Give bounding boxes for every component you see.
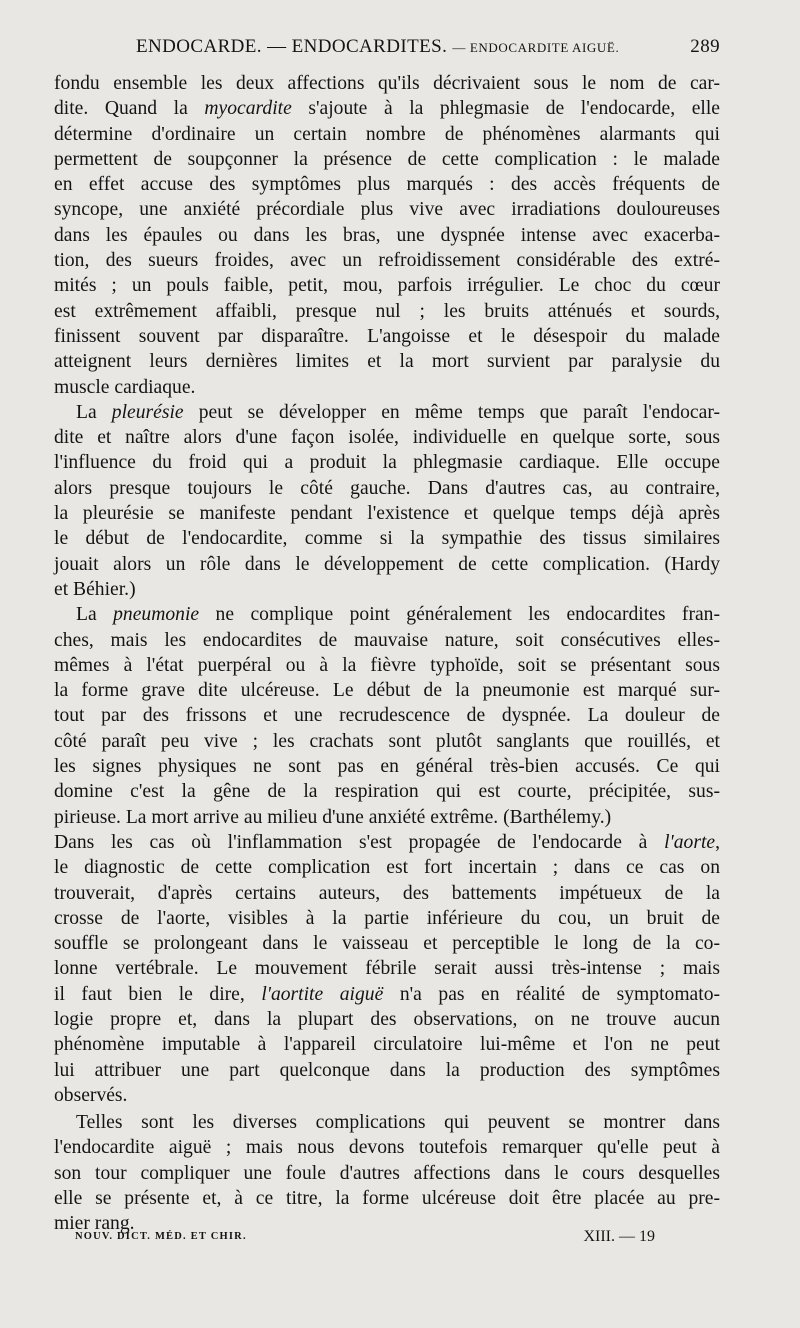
text-line: crosse de l'aorte, visibles à la partie inférieure du cou, un bruit de — [54, 907, 720, 929]
paragraph — [54, 830, 720, 1108]
text-line: syncope, une anxiété précordiale plus vive avec irradiations douloureuses — [54, 199, 720, 221]
page-body — [54, 71, 720, 1237]
page-number: 289 — [690, 36, 720, 57]
footer-volume-sheet: XIII. — 19 — [583, 1228, 655, 1245]
text-line: observés. — [54, 1084, 128, 1106]
text-line: logie propre et, dans la plupart des observations, on ne trouve aucun — [54, 1008, 720, 1030]
text-line: muscle cardiaque. — [54, 376, 196, 398]
text-line: ches, mais les endocardites de mauvaise nature, soit consécutives elles- — [54, 629, 720, 651]
text-line: et Béhier.) — [54, 578, 136, 600]
header-title-main: ENDOCARDE. — ENDOCARDITES. — [136, 36, 448, 57]
paragraph — [54, 400, 720, 602]
text-line: souffle se prolongeant dans le vaisseau et perceptible le long de la co- — [54, 933, 720, 955]
text-line: jouait alors un rôle dans le développement de cette complication. (Hardy — [54, 553, 720, 575]
header-title — [136, 36, 619, 58]
page-footer — [75, 1228, 655, 1248]
text-line: tion, des sueurs froides, avec un refroidissement considérable des extré- — [54, 250, 720, 272]
text-line: domine c'est la gêne de la respiration qui est courte, précipitée, sus- — [54, 781, 720, 803]
text-line: alors presque toujours le côté gauche. Dans d'autres cas, au contraire, — [54, 477, 720, 499]
text-line: est extrêmement affaibli, presque nul ; les bruits atténués et sourds, — [54, 300, 720, 322]
text-line: son tour compliquer une foule d'autres affections dans le cours desquelles — [54, 1162, 720, 1184]
text-line: atteignent leurs dernières limites et la mort survient par paralysie du — [54, 351, 720, 373]
text-line: trouverait, d'après certains auteurs, des battements impétueux de la — [54, 882, 720, 904]
text-line: dans les épaules ou dans les bras, une dyspnée intense avec exacerba- — [54, 224, 720, 246]
text-line: l'endocardite aiguë ; mais nous devons toutefois remarquer qu'elle peut à — [54, 1137, 720, 1159]
text-line: La pleurésie peut se développer en même temps que paraît l'endocar- — [76, 401, 720, 423]
text-line: côté paraît peu vive ; les crachats sont plutôt sanglants que rouillés, et — [54, 730, 720, 752]
text-line: permettent de soupçonner la présence de cette complication : le malade — [54, 148, 720, 170]
header-title-sub: — ENDOCARDITE AIGUË. — [452, 40, 620, 55]
text-line: mier rang. — [54, 1213, 135, 1235]
paragraph — [54, 1110, 720, 1236]
text-line: les signes physiques ne sont pas en général très-bien accusés. Ce qui — [54, 756, 720, 778]
paragraph — [54, 71, 720, 400]
text-line: Telles sont les diverses complications qui peuvent se montrer dans — [76, 1112, 720, 1134]
text-line: il faut bien le dire, l'aortite aiguë n'a pas en réalité de symptomato- — [54, 983, 721, 1005]
text-line: la forme grave dite ulcéreuse. Le début de la pneumonie est marqué sur- — [54, 680, 720, 702]
paragraph — [54, 602, 720, 830]
text-line: tout par des frissons et une recrudescence de dyspnée. La douleur de — [54, 705, 720, 727]
text-line: Dans les cas où l'inflammation s'est propagée de l'endocarde à l'aorte, — [54, 831, 720, 853]
text-line: mêmes à l'état puerpéral ou à la fièvre typhoïde, soit se présentant sous — [54, 654, 720, 676]
text-line: la pleurésie se manifeste pendant l'existence et quelque temps déjà après — [54, 503, 720, 525]
text-line: l'influence du froid qui a produit la phlegmasie cardiaque. Elle occupe — [54, 452, 720, 474]
running-header — [136, 36, 720, 60]
text-line: elle se présente et, à ce titre, la forme ulcéreuse doit être placée au pre- — [54, 1188, 720, 1210]
text-line: dite. Quand la myocardite s'ajoute à la phlegmasie de l'endocarde, elle — [54, 98, 720, 120]
text-line: La pneumonie ne complique point généralement les endocardites fran- — [76, 604, 720, 626]
text-line: phénomène imputable à l'appareil circulatoire lui-même et l'on ne peut — [54, 1034, 720, 1056]
footer-signature: NOUV. DICT. MÉD. ET CHIR. — [75, 1231, 247, 1242]
text-line: mités ; un pouls faible, petit, mou, parfois irrégulier. Le choc du cœur — [54, 275, 720, 297]
text-line: lui attribuer une part quelconque dans la production des symptômes — [54, 1059, 720, 1081]
text-line: lonne vertébrale. Le mouvement fébrile serait aussi très-intense ; mais — [54, 958, 720, 980]
text-line: le diagnostic de cette complication est fort incertain ; dans ce cas on — [54, 857, 720, 879]
text-line: pirieuse. La mort arrive au milieu d'une anxiété extrême. (Barthélemy.) — [54, 806, 612, 828]
text-line: en effet accuse des symptômes plus marqués : des accès fréquents de — [54, 174, 720, 196]
text-line: le début de l'endocardite, comme si la sympathie des tissus similaires — [54, 528, 720, 550]
text-line: finissent souvent par disparaître. L'angoisse et le désespoir du malade — [54, 325, 720, 347]
text-line: fondu ensemble les deux affections qu'ils décrivaient sous le nom de car- — [54, 73, 720, 94]
text-line: dite et naître alors d'une façon isolée, individuelle en quelque sorte, sous — [54, 427, 720, 449]
text-line: détermine d'ordinaire un certain nombre de phénomènes alarmants qui — [54, 123, 720, 145]
